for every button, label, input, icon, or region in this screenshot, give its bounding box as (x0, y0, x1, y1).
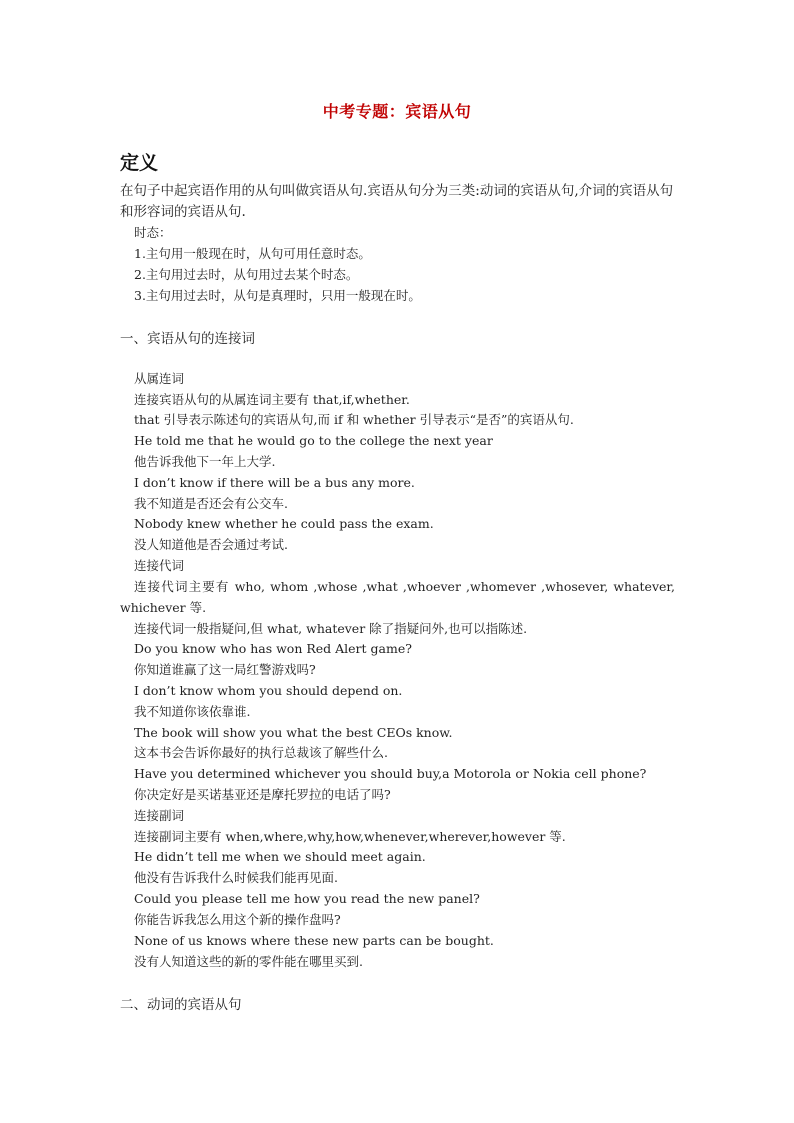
list-item: 连接副词主要有 when,where,why,how,whenever,wherever,however 等. (134, 829, 566, 844)
tense-rule: 1.主句用一般现在时，从句可用任意时态。 (134, 246, 371, 261)
list-item: 你知道谁赢了这一局红警游戏吗? (134, 662, 316, 677)
tense-rule: 3.主句用过去时，从句是真理时，只用一般现在时。 (134, 288, 421, 303)
list-item: I don’t know whom you should depend on. (134, 683, 403, 698)
definition-heading: 定义 (120, 152, 159, 174)
list-item: 他没有告诉我什么时候我们能再见面. (134, 870, 338, 885)
list-item: None of us knows where these new parts can be bought. (134, 933, 494, 948)
list-item: Have you determined whichever you should buy,a Motorola or Nokia cell phone? (134, 766, 647, 781)
list-item: 连接副词 (134, 808, 185, 823)
list-item: 这本书会告诉你最好的执行总裁该了解些什么. (134, 745, 388, 760)
list-item: 没人知道他是否会通过考试. (134, 537, 288, 552)
list-item: Do you know who has won Red Alert game? (134, 641, 412, 656)
list-item: 没有人知道这些的新的零件能在哪里买到. (134, 954, 363, 969)
list-item: that 引导表示陈述句的宾语从句,而 if 和 whether 引导表示“是否”的宾语从句. (134, 412, 574, 427)
list-item: 我不知道是否还会有公交车. (134, 496, 288, 511)
section-heading: 一、宾语从句的连接词 (120, 331, 255, 347)
definition-text: 在句子中起宾语作用的从句叫做宾语从句.宾语从句分为三类:动词的宾语从句,介词的宾语从句和形容词的宾语从句. (120, 183, 674, 220)
list-item: 我不知道你该依靠谁. (134, 704, 251, 719)
list-item: 你决定好是买诺基亚还是摩托罗拉的电话了吗? (134, 787, 391, 802)
tense-rule: 2.主句用过去时，从句用过去某个时态。 (134, 267, 359, 282)
pronouns-line: 连接代词主要有 who, whom ,whose ,what ,whoever ,whomever ,whosever, whatever, (134, 579, 675, 594)
list-item: 连接代词一般指疑问,但 what, whatever 除了指疑问外,也可以指陈述. (134, 621, 528, 636)
list-item: Nobody knew whether he could pass the exam. (134, 516, 434, 531)
pronouns-continuation: whichever 等. (120, 600, 207, 615)
list-item: 连接代词 (134, 558, 185, 573)
list-item: 连接宾语从句的从属连词主要有 that,if,whether. (134, 392, 410, 407)
list-item: I don’t know if there will be a bus any more. (134, 475, 415, 490)
list-item: 你能告诉我怎么用这个新的操作盘吗? (134, 912, 341, 927)
page-title: 中考专题：宾语从句 (322, 102, 472, 121)
list-item: He told me that he would go to the college the next year (134, 433, 493, 448)
tense-label: 时态： (134, 225, 172, 240)
section-heading: 二、动词的宾语从句 (120, 997, 242, 1013)
list-item: 从属连词 (134, 371, 185, 386)
list-item: Could you please tell me how you read the new panel? (134, 891, 480, 906)
list-item: 他告诉我他下一年上大学. (134, 454, 276, 469)
list-item: The book will show you what the best CEOs know. (134, 725, 453, 740)
list-item: He didn’t tell me when we should meet again. (134, 849, 426, 864)
